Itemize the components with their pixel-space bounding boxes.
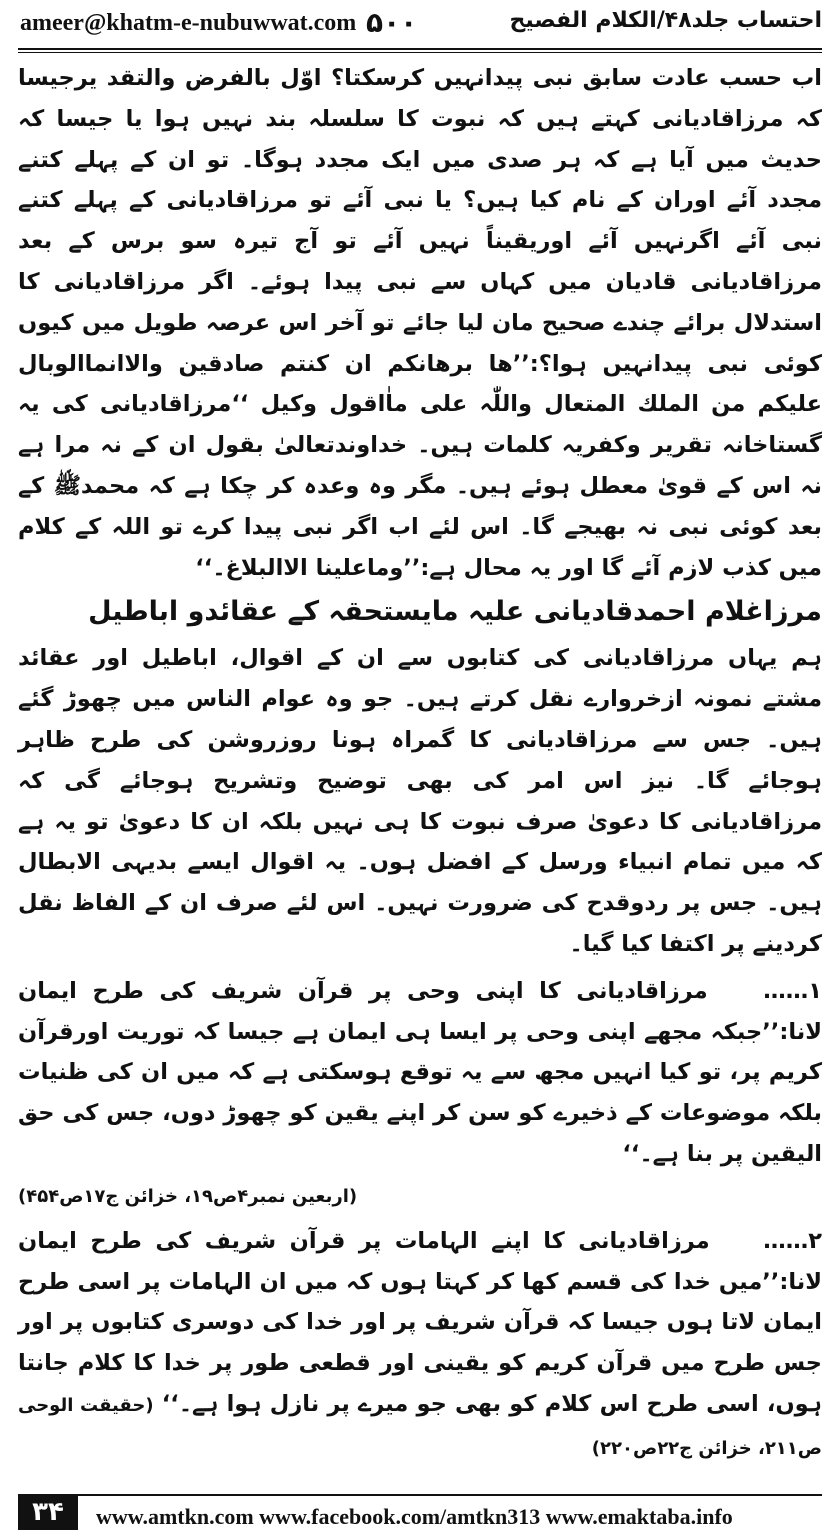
paragraph-intro: اب حسب عادت سابق نبی پیدانہیں کرسکتا؟ اوّل بالفرض والتقد یرجیسا کہ مرزاقادیانی کہتے ہیں کہ نبوت کا سلسلہ بند نہیں ہوا یا جیسا کہ حدیث میں آیا ہے کہ ہر صدی میں ایک مجدد ہوگا۔ تو ان کے پہلے کتنے مجدد آئے اوران کے نام کیا ہیں؟ یا نبی آئے تو مرزاقادیانی کے پہلے کتنے نبی آئے اگرنہیں آئے اوریقیناً نہیں آئے تو آج تیرہ سو برس کے بعد مرزاقادیانی قادیان میں کہاں سے نبی پیدا ہوئے۔ اگر مرزاقادیانی کا استدلال برائے چندے صحیح مان لیا جائے تو آخر اس عرصہ طویل میں کیوں کوئی نبی پیدانہیں ہوا؟:’’ھا برھانکم ان کنتم صادقین والاانماالوبال علیکم من الملك المتعال واللّٰہ علی ماٰاقول وکیل ‘‘مرزاقادیانی کی یہ گستاخانہ تقریر وکفریہ کلمات ہیں۔ خداوندتعالیٰ بقول ان کے نہ مرا ہے نہ اس کے قویٰ معطل ہوئے ہیں۔ مگر وہ وعدہ کر چکا ہے کہ محمدﷺ کے بعد کوئی نبی نہ بھیجے گا۔ اس لئے اب اگر نبی پیدا کرے تو اللہ کے کلام میں کذب لازم آئے گا اور یہ محال ہے:’’وماعلینا الاالبلاغ۔‘‘ — [18, 65, 822, 581]
header-rule-thin — [18, 52, 822, 53]
list-item-2-reference: (حقیقت الوحی ص۲۱۱، خزائن ج۲۲ص۲۲۰) — [18, 1394, 822, 1459]
section-heading: مرزاغلام احمدقادیانی علیہ مایستحقہ کے عقائدو اباطیل — [88, 596, 822, 628]
footer-page-badge: ۳۴ — [18, 1494, 78, 1530]
list-item-2-text: مرزاقادیانی کا اپنے الہامات پر قرآن شریف کی طرح ایمان لانا:’’میں خدا کی قسم کھا کر کہتا ہوں کہ میں ان الہامات پر اسی طرح ایمان لاتا ہوں جیسا کہ قرآن شریف پر اور خدا کی دوسری کتابوں پر اور جس طرح میں قرآن کریم کو یقینی اور قطعی طور پر خدا کا کلام جانتا ہوں، اسی طرح اس کلام کو بھی جو میرے پر نازل ہوا ہے۔‘‘ — [18, 1227, 822, 1417]
header-volume-title: احتساب جلد۴۸/الکلام الفصیح — [509, 8, 822, 33]
page-body — [18, 58, 822, 1458]
list-item-1-number: ۱…… — [763, 977, 822, 1004]
list-item-2 — [18, 1221, 822, 1470]
paragraph-beliefs: ہم یہاں مرزاقادیانی کی کتابوں سے ان کے اقوال، اباطیل اور عقائد مشتے نمونہ ازخروارے نقل کرتے ہیں۔ جو وہ عوام الناس میں چھوڑ گئے ہیں۔ جس سے مرزاقادیانی کا گمراہ ہونا روزروشن کی طرح ظاہر ہوجائے گا۔ نیز اس امر کی بھی توضیح وتشریح ہوجائے گی کہ مرزاقادیانی کا دعویٰ صرف نبوت کا ہی نہیں بلکہ ان کا دعویٰ تو یہ ہے کہ میں تمام انبیاء ورسل کے افضل ہوں۔ یہ اقوال ایسے بدیہی الابطال ہیں۔ جس پر ردوقدح کی ضرورت نہیں۔ اس لئے صرف ان کے الفاظ نقل کردینے پر اکتفا کیا گیا۔ — [18, 645, 822, 957]
list-item-1-text: مرزاقادیانی کا اپنی وحی پر قرآن شریف کی طرح ایمان لانا:’’جبکہ مجھے اپنی وحی پر ایسا ہی ایمان ہے جیسا کہ توریت اورقرآن کریم پر، تو کیا انہیں مجھ سے یہ توقع ہوسکتی ہے کہ میں ان کی ظنیات بلکہ موضوعات کے ذخیرے کو سن کر اپنے یقین کو چھوڑ دوں، جس کی حق الیقین پر بنا ہے۔‘‘ — [18, 977, 822, 1167]
list-item-1-reference: (اربعین نمبر۴ص۱۹، خزائن ج۱۷ص۴۵۴) — [18, 1185, 358, 1207]
list-item-1 — [18, 971, 822, 1175]
header-page-number: ۵۰۰ — [366, 6, 418, 39]
page-footer — [0, 1490, 840, 1540]
header-rule — [18, 48, 822, 50]
footer-rule — [18, 1494, 822, 1496]
footer-urls: www.amtkn.com www.facebook.com/amtkn313 www.emaktaba.info — [96, 1504, 733, 1529]
page-header — [0, 0, 840, 52]
header-email: ameer@khatm-e-nubuwwat.com — [20, 10, 357, 36]
list-item-2-number: ۲…… — [763, 1227, 822, 1254]
